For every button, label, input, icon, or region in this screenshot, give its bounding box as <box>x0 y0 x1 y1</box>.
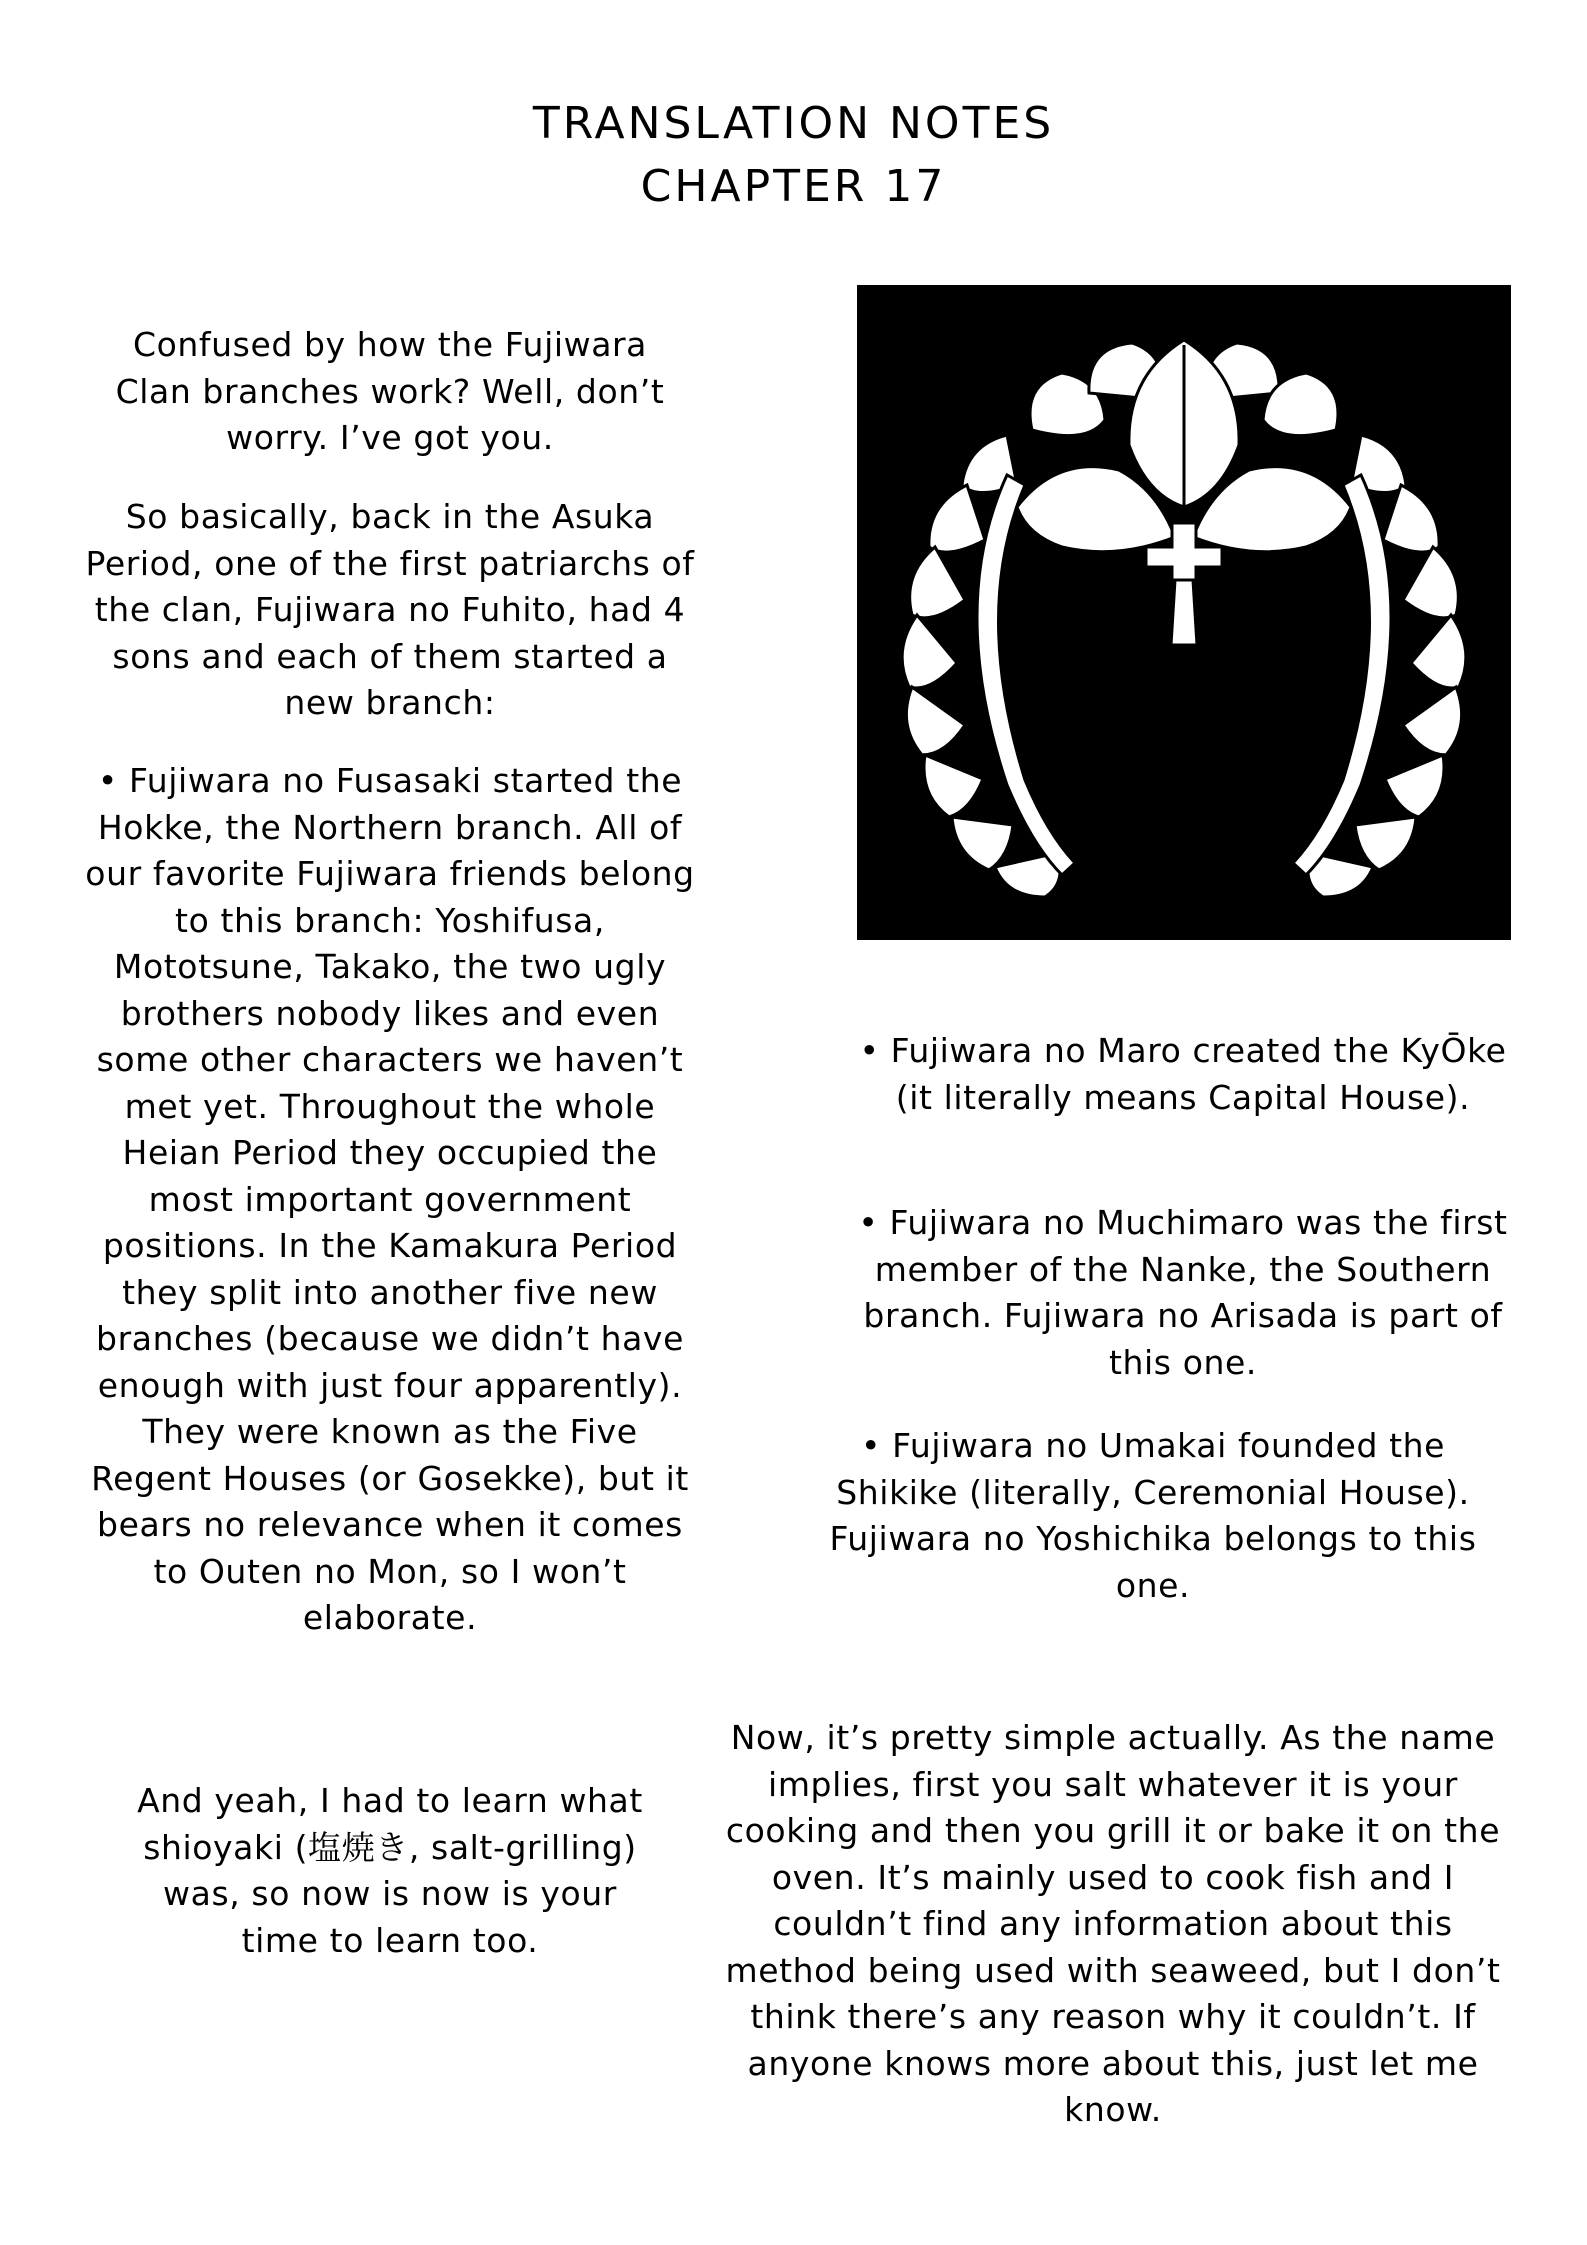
title-line-1: TRANSLATION NOTES <box>532 98 1055 149</box>
note-nanke-branch: • Fujiwara no Muchimaro was the first member of the Nanke, the Southern branch. Fujiwara no Arisada is part of this one. <box>858 1203 1508 1382</box>
note-intro: Confused by how the Fujiwara Clan branches work? Well, don’t worry. I’ve got you. <box>115 325 665 457</box>
note-history: So basically, back in the Asuka Period, one of the first patriarchs of the clan, Fujiwara no Fuhito, had 4 sons and each of them started a new branch: <box>85 497 695 722</box>
note-shioyaki-intro: And yeah, I had to learn what shioyaki (塩焼き, salt-grilling) was, so now is now is your time to learn too. <box>137 1781 643 1960</box>
fujiwara-wisteria-crest-icon <box>857 285 1511 940</box>
page-title <box>0 92 1587 218</box>
note-hokke-branch: • Fujiwara no Fusasaki started the Hokke, the Northern branch. All of our favorite Fujiwara friends belong to this branch: Yoshifusa, Mototsune, Takako, the two ugly brothers nobody likes and even some other characters we haven’t met yet. Throughout the whole Heian Period they occupied the most important government positions. In the Kamakura Period they split into another five new branches (because we didn’t have enough with just four apparently). They were known as the Five Regent Houses (or Gosekke), but it bears no relevance when it comes to Outen no Mon, so I won’t elaborate. <box>85 761 695 1637</box>
note-kyoke-branch: • Fujiwara no Maro created the KyŌke (it literally means Capital House). <box>859 1031 1507 1117</box>
note-shikike-branch: • Fujiwara no Umakai founded the Shikike (literally, Ceremonial House). Fujiwara no Yoshichika belongs to this one. <box>829 1426 1477 1605</box>
note-shioyaki-explained: Now, it’s pretty simple actually. As the name implies, first you salt whatever it is your cooking and then you grill it or bake it on the oven. It’s mainly used to cook fish and I couldn’t find any information about this method being used with seaweed, but I don’t think there’s any reason why it couldn’t. If anyone knows more about this, just let me know. <box>725 1718 1501 2129</box>
title-line-2: CHAPTER 17 <box>640 161 947 212</box>
